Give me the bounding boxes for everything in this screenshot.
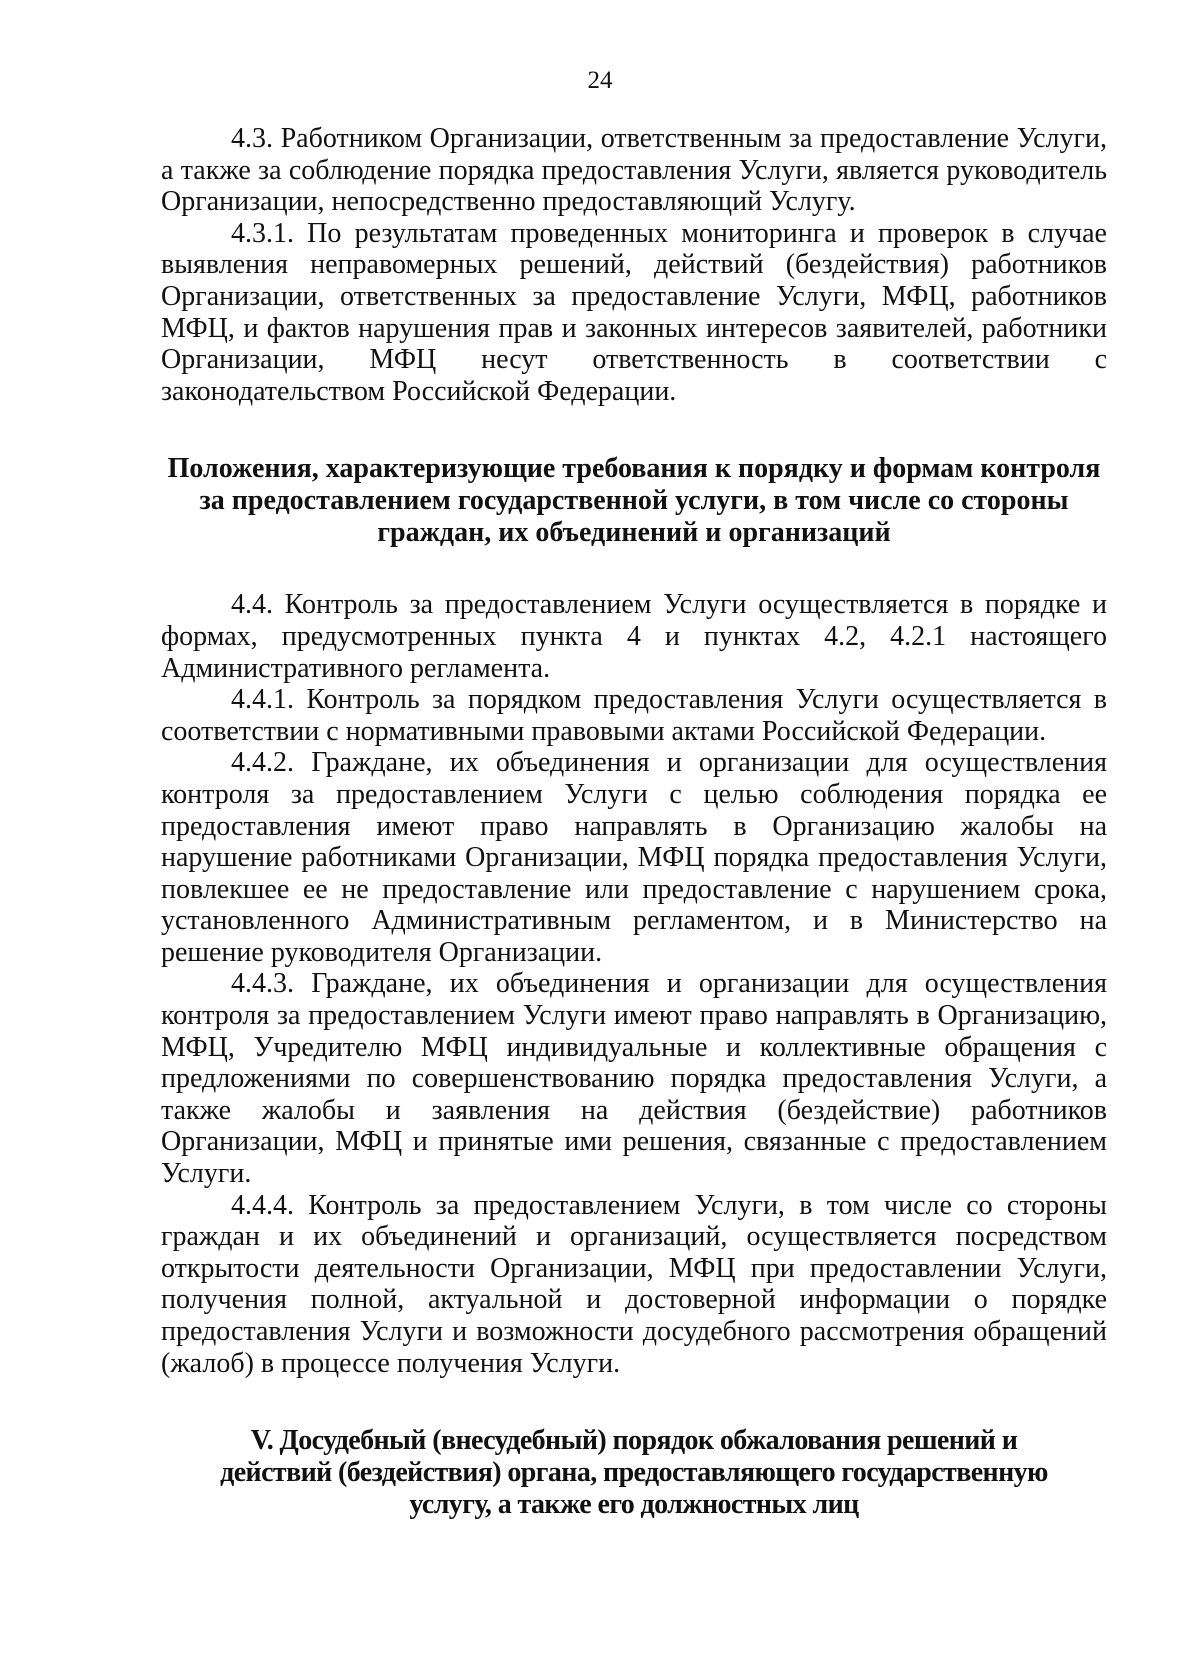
paragraph-4-4-4: 4.4.4. Контроль за предоставлением Услуги, в том числе со стороны граждан и их объединений и организаций, осуществляется посредством открытости деятельности Организации, МФЦ при предоставлении Услуги, получения полной, актуальной и достоверной информации о порядке предоставления Услуги и возможности досудебного рассмотрения обращений (жалоб) в процессе получения Услуги. — [161, 1189, 1107, 1379]
paragraph-4-3: 4.3. Работником Организации, ответственным за предоставление Услуги, а также за соблюдение порядка предоставления Услуги, является руководитель Организации, непосредственно предоставляющий Услугу. — [161, 123, 1107, 218]
paragraph-4-3-1: 4.3.1. По результатам проведенных мониторинга и проверок в случае выявления неправомерных решений, действий (бездействия) работников Организации, ответственных за предоставление Услуги, МФЦ, работников МФЦ, и фактов нарушения прав и законных интересов заявителей, работники Организации, МФЦ несут ответственность в соответствии с законодательством Российской Федерации. — [161, 217, 1107, 407]
page-number: 24 — [587, 67, 613, 94]
section-heading-appeal: V. Досудебный (внесудебный) порядок обжалования решений и действий (бездействия) органа, предоставляющего государственную услугу, а также его должностных лиц — [220, 1425, 1048, 1521]
paragraph-4-4-1: 4.4.1. Контроль за порядком предоставления Услуги осуществляется в соответствии с нормативными правовыми актами Российской Федерации. — [161, 684, 1107, 747]
paragraph-4-4-3: 4.4.3. Граждане, их объединения и организации для осуществления контроля за предоставлением Услуги имеют право направлять в Организацию, МФЦ, Учредителю МФЦ индивидуальные и коллективные обращения с предложениями по совершенствованию порядка предоставления Услуги, а также жалобы и заявления на действия (бездействие) работников Организации, МФЦ и принятые ими решения, связанные с предоставлением Услуги. — [161, 968, 1107, 1190]
document-body — [161, 123, 1107, 1521]
section-heading-control: Положения, характеризующие требования к порядку и формам контроля за предоставлением государственной услуги, в том числе со стороны граждан, их объединений и организаций — [167, 453, 1101, 549]
paragraph-4-4: 4.4. Контроль за предоставлением Услуги осуществляется в порядке и формах, предусмотренных пункта 4 и пунктах 4.2, 4.2.1 настоящего Административного регламента. — [161, 589, 1107, 684]
paragraph-4-4-2: 4.4.2. Граждане, их объединения и организации для осуществления контроля за предоставлением Услуги с целью соблюдения порядка ее предоставления имеют право направлять в Организацию жалобы на нарушение работниками Организации, МФЦ порядка предоставления Услуги, повлекшее ее не предоставление или предоставление с нарушением срока, установленного Административным регламентом, и в Министерство на решение руководителя Организации. — [161, 747, 1107, 968]
